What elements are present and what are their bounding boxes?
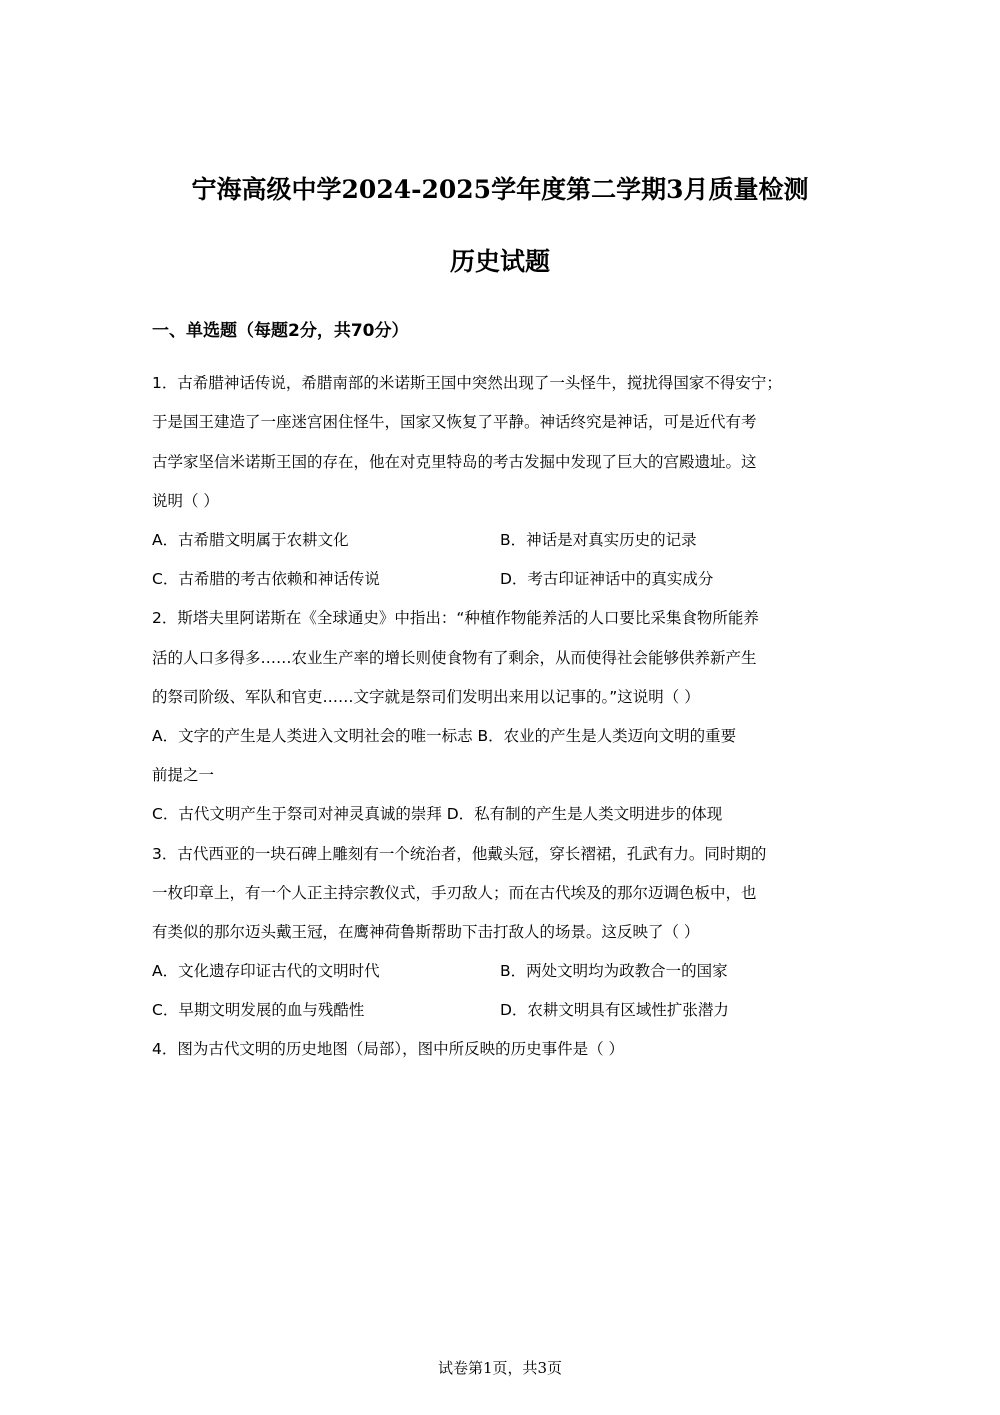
question-stem-line: 于是国王建造了一座迷宫困住怪牛，国家又恢复了平静。神话终究是神话，可是近代有考	[152, 413, 757, 431]
option-a: A．古希腊文明属于农耕文化	[152, 531, 349, 549]
question-stem-line: 的祭司阶级、军队和官吏……文字就是祭司们发明出来用以记事的。”这说明（ ）	[152, 688, 700, 706]
question-stem-line: 活的人口多得多……农业生产率的增长则使食物有了剩余，从而使得社会能够供养新产生	[152, 649, 757, 667]
question-stem-line: 2．斯塔夫里阿诺斯在《全球通史》中指出：“种植作物能养活的人口要比采集食物所能养	[152, 609, 759, 627]
question-stem-line: 一枚印章上，有一个人正主持宗教仪式，手刃敌人；而在古代埃及的那尔迈调色板中，也	[152, 884, 757, 902]
option-d: D．考古印证神话中的真实成分	[500, 570, 714, 588]
question-stem-line: 4．图为古代文明的历史地图（局部），图中所反映的历史事件是（ ）	[152, 1040, 625, 1058]
option-a-b: A．文字的产生是人类进入文明社会的唯一标志 B．农业的产生是人类迈向文明的重要	[152, 727, 737, 745]
option-b: B．神话是对真实历史的记录	[500, 531, 697, 549]
exam-title: 宁海高级中学2024-2025学年度第二学期3月质量检测	[191, 175, 809, 204]
question-stem-line: 古学家坚信米诺斯王国的存在，他在对克里特岛的考古发掘中发现了巨大的宫殿遗址。这	[152, 453, 757, 471]
question-stem-line: 说明（ ）	[152, 492, 219, 510]
page-footer: 试卷第1页，共3页	[437, 1359, 563, 1377]
question-stem-line: 有类似的那尔迈头戴王冠，在鹰神荷鲁斯帮助下击打敌人的场景。这反映了（ ）	[152, 923, 700, 941]
option-c: C．早期文明发展的血与残酷性	[152, 1001, 365, 1019]
subject-title: 历史试题	[449, 247, 550, 276]
section-heading: 一、单选题（每题2分，共70分）	[152, 321, 409, 341]
option-b: B．两处文明均为政教合一的国家	[500, 962, 728, 980]
option-d: D．农耕文明具有区域性扩张潜力	[500, 1001, 729, 1019]
question-stem-line: 3．古代西亚的一块石碑上雕刻有一个统治者，他戴头冠，穿长褶裙，孔武有力。同时期的	[152, 845, 767, 863]
option-a: A．文化遗存印证古代的文明时代	[152, 962, 380, 980]
option-b-continued: 前提之一	[152, 766, 215, 784]
option-c: C．古希腊的考古依赖和神话传说	[152, 570, 380, 588]
question-stem-line: 1．古希腊神话传说，希腊南部的米诺斯王国中突然出现了一头怪牛，搅扰得国家不得安宁；	[152, 374, 782, 392]
option-c-d: C．古代文明产生于祭司对神灵真诚的崇拜 D．私有制的产生是人类文明进步的体现	[152, 805, 723, 823]
